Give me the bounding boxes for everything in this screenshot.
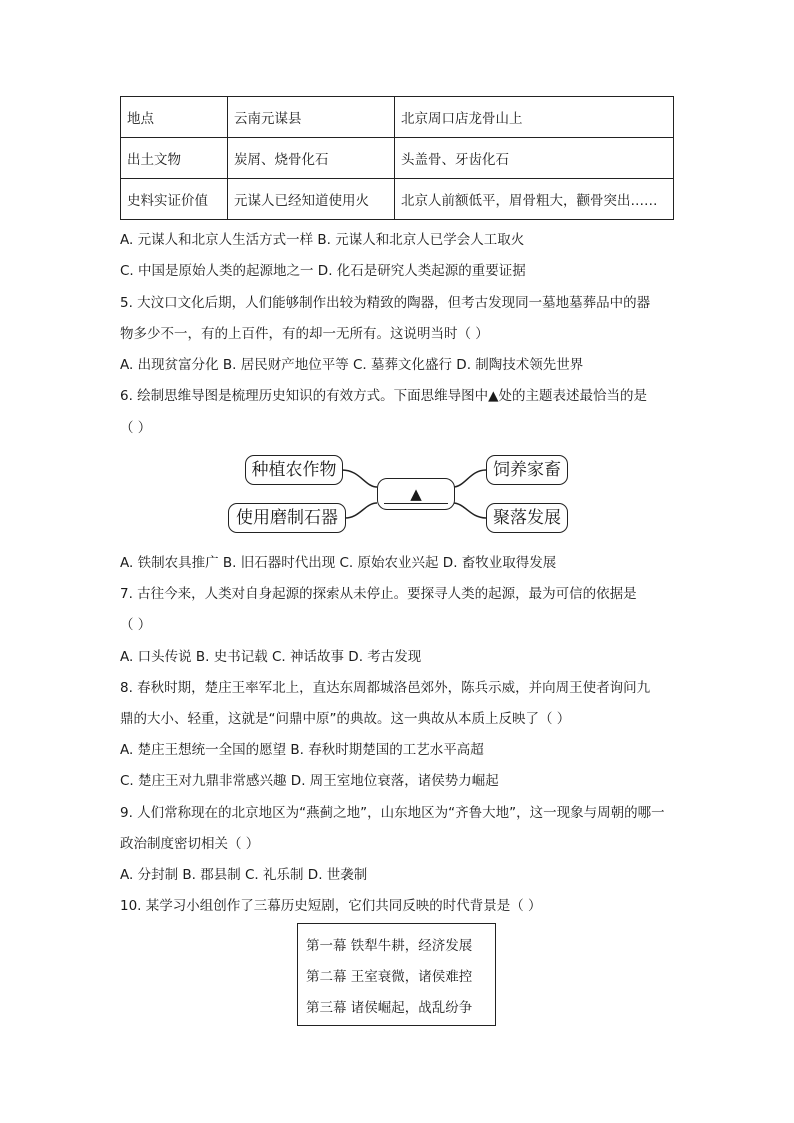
triangle-marker: ▲ [410, 485, 422, 503]
q7-stem-line2: （ ） [120, 617, 152, 633]
table-row [121, 138, 674, 179]
mindmap-node-left-top: 种植农作物 [245, 455, 343, 485]
q7-options: A. 口头传说 B. 史书记载 C. 神话故事 D. 考古发现 [120, 649, 422, 665]
q4-options-line1: A. 元谋人和北京人生活方式一样 B. 元谋人和北京人已学会人工取火 [120, 232, 525, 248]
table-cell: 北京周口店龙骨山上 [395, 97, 674, 138]
q9-stem-line2: 政治制度密切相关（ ） [120, 836, 260, 852]
q8-options-line1: A. 楚庄王想统一全国的愿望 B. 春秋时期楚国的工艺水平高超 [120, 742, 484, 758]
mindmap-node-center [377, 478, 455, 510]
table-cell: 史料实证价值 [121, 179, 228, 220]
q5-stem-line2: 物多少不一，有的上百件，有的却一无所有。这说明当时（ ） [120, 326, 489, 342]
q10-stem: 10. 某学习小组创作了三幕历史短剧，它们共同反映的时代背景是（ ） [120, 898, 542, 914]
table-cell: 元谋人已经知道使用火 [228, 179, 395, 220]
scene-2: 第二幕 王室衰微，诸侯难控 [306, 969, 473, 985]
q6-stem-line1: 6. 绘制思维导图是梳理历史知识的有效方式。下面思维导图中▲处的主题表述最恰当的是 [120, 388, 648, 404]
center-underline [384, 503, 448, 504]
q6-options: A. 铁制农具推广 B. 旧石器时代出现 C. 原始农业兴起 D. 畜牧业取得发展 [120, 555, 557, 571]
q9-options: A. 分封制 B. 郡县制 C. 礼乐制 D. 世袭制 [120, 867, 368, 883]
q9-stem-line1: 9. 人们常称现在的北京地区为“燕蓟之地”，山东地区为“齐鲁大地”，这一现象与周朝的哪一 [120, 805, 665, 821]
q4-options-line2: C. 中国是原始人类的起源地之一 D. 化石是研究人类起源的重要证据 [120, 263, 526, 279]
mindmap-node-right-bottom: 聚落发展 [486, 503, 568, 533]
table-cell: 炭屑、烧骨化石 [228, 138, 395, 179]
q8-options-line2: C. 楚庄王对九鼎非常感兴趣 D. 周王室地位衰落，诸侯势力崛起 [120, 773, 499, 789]
q7-stem-line1: 7. 古往今来，人类对自身起源的探索从未停止。要探寻人类的起源，最为可信的依据是 [120, 586, 637, 602]
q8-stem-line2: 鼎的大小、轻重，这就是“问鼎中原”的典故。这一典故从本质上反映了（ ） [120, 711, 571, 727]
scene-1: 第一幕 铁犁牛耕，经济发展 [306, 938, 473, 954]
scenes-box [297, 923, 496, 1026]
scene-3: 第三幕 诸侯崛起，战乱纷争 [306, 1000, 473, 1016]
table-row [121, 97, 674, 138]
archaeology-table [120, 96, 674, 220]
q6-stem-line2: （ ） [120, 420, 152, 436]
table-cell: 地点 [121, 97, 228, 138]
table-cell: 出土文物 [121, 138, 228, 179]
table-cell: 云南元谋县 [228, 97, 395, 138]
table-cell: 头盖骨、牙齿化石 [395, 138, 674, 179]
table-row [121, 179, 674, 220]
mindmap-node-left-bottom: 使用磨制石器 [228, 503, 346, 533]
q8-stem-line1: 8. 春秋时期，楚庄王率军北上，直达东周都城洛邑郊外，陈兵示威，并向周王使者询问九 [120, 680, 651, 696]
q5-stem-line1: 5. 大汶口文化后期，人们能够制作出较为精致的陶器，但考古发现同一墓地墓葬品中的器 [120, 295, 651, 311]
table-cell: 北京人前额低平，眉骨粗大，颧骨突出…… [395, 179, 674, 220]
mindmap-node-right-top: 饲养家畜 [486, 455, 568, 485]
q5-options: A. 出现贫富分化 B. 居民财产地位平等 C. 墓葬文化盛行 D. 制陶技术领先世界 [120, 357, 584, 373]
